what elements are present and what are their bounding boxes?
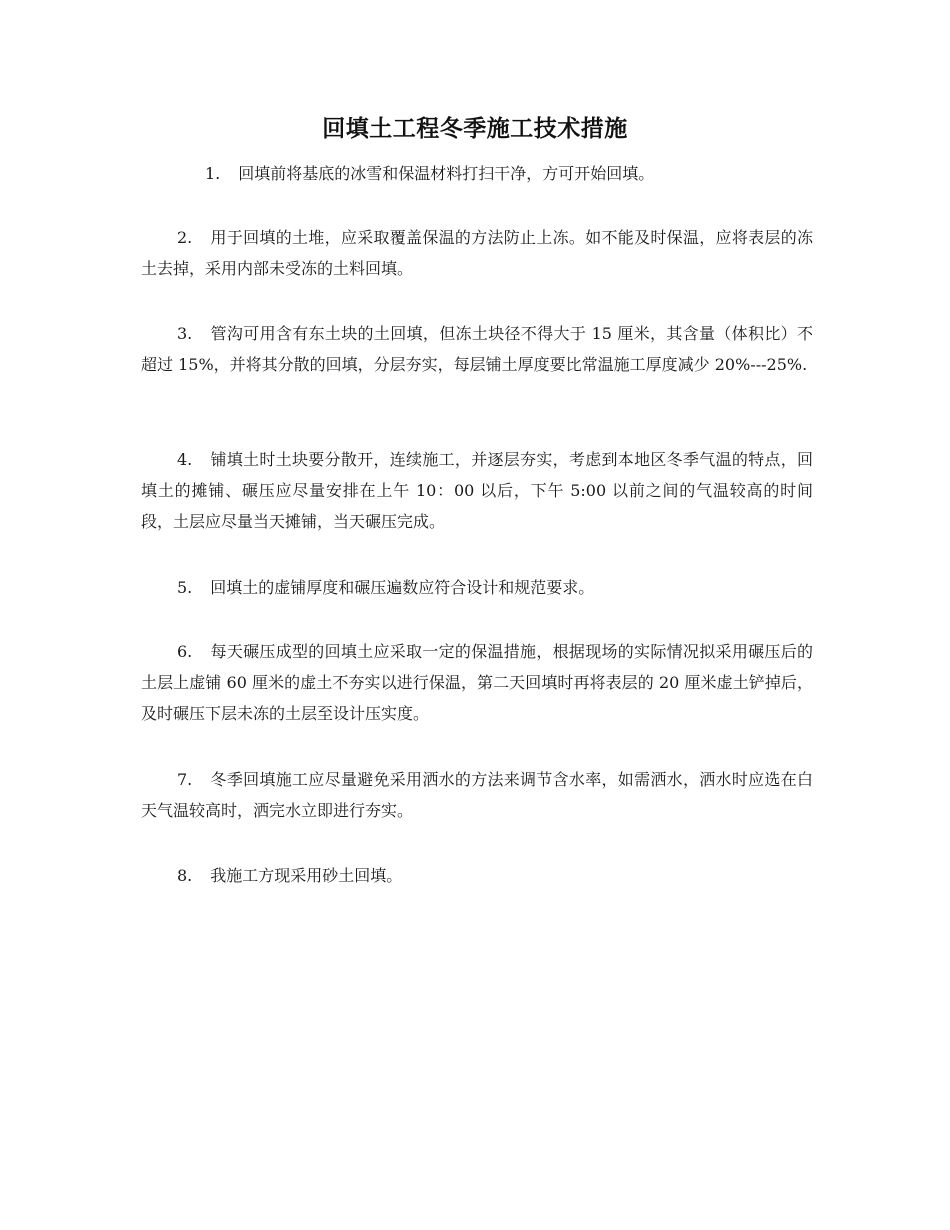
- list-item: [141, 444, 813, 537]
- list-item: [141, 572, 813, 603]
- item-number: 6.: [177, 642, 193, 661]
- item-text: 回填前将基底的冰雪和保温材料打扫干净，方可开始回填。: [238, 164, 655, 183]
- item-number: 2.: [177, 228, 193, 247]
- item-number: 5.: [177, 578, 193, 597]
- item-number: 7.: [177, 770, 193, 789]
- item-text: 回填土的虚铺厚度和碾压遍数应符合设计和规范要求。: [210, 578, 595, 597]
- list-item: [141, 158, 813, 189]
- item-number: 8.: [177, 866, 193, 885]
- item-text: 我施工方现采用砂土回填。: [210, 866, 403, 885]
- document-title: 回填土工程冬季施工技术措施: [322, 116, 628, 142]
- item-text: 冬季回填施工应尽量避免采用洒水的方法来调节含水率，如需洒水，洒水时应选在白天气温较高时，洒完水立即进行夯实。: [141, 770, 813, 820]
- list-item: [141, 318, 813, 380]
- item-text: 用于回填的土堆，应采取覆盖保温的方法防止上冻。如不能及时保温，应将表层的冻土去掉，采用内部未受冻的土料回填。: [141, 228, 813, 278]
- item-text: 管沟可用含有东土块的土回填，但冻土块径不得大于 15 厘米，其含量（体积比）不超过 15%，并将其分散的回填，分层夯实，每层铺土厚度要比常温施工厚度减少 20%---25%.: [141, 324, 813, 374]
- item-number: 1.: [205, 164, 221, 183]
- list-item: [141, 860, 813, 891]
- item-text: 每天碾压成型的回填土应采取一定的保温措施，根据现场的实际情况拟采用碾压后的土层上虚铺 60 厘米的虚土不夯实以进行保温，第二天回填时再将表层的 20 厘米虚土铲掉后，及时碾压下层未冻的土层至设计压实度。: [141, 642, 813, 723]
- list-item: [141, 222, 813, 284]
- list-item: [141, 636, 813, 729]
- item-number: 4.: [177, 450, 193, 469]
- list-item: [141, 764, 813, 826]
- item-text: 铺填土时土块要分散开，连续施工，并逐层夯实，考虑到本地区冬季气温的特点，回填土的摊铺、碾压应尽量安排在上午 10：00 以后，下午 5:00 以前之间的气温较高的时间段，土层应尽量当天摊铺，当天碾压完成。: [141, 450, 813, 531]
- item-number: 3.: [177, 324, 193, 343]
